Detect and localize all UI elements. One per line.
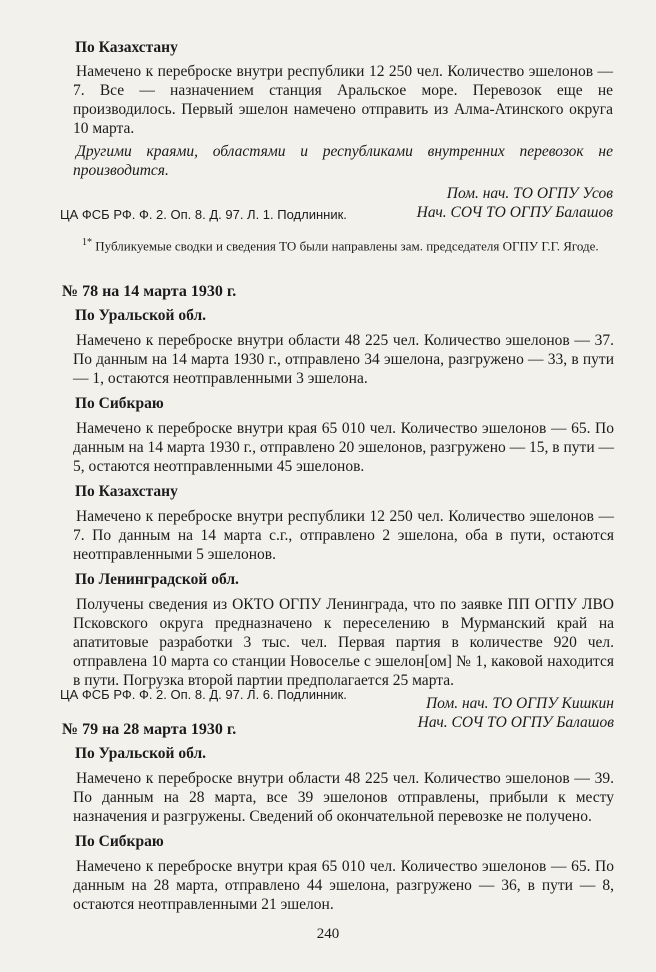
- section-heading: По Казахстану: [75, 483, 178, 500]
- footnote: [82, 235, 602, 254]
- signature-line: Пом. нач. ТО ОГПУ Кишкин: [425, 695, 614, 712]
- paragraph: Получены сведения из ОКТО ОГПУ Ленинграда, что по заявке ПП ОГПУ ЛВО Псковского округа предназначено к переселению в Мурманский край на апатитовые разработки 3 тыс. чел. Первая партия в количестве 920 чел. отправлена 10 марта со станции Новоселье с эшелон[ом] № 1, каковой находится в пути. Погрузка второй партии предполагается 25 марта.: [73, 596, 614, 689]
- document-title: № 79 на 28 марта 1930 г.: [62, 721, 237, 738]
- document-title: № 78 на 14 марта 1930 г.: [62, 283, 237, 300]
- footnote-mark: 1*: [82, 237, 92, 248]
- archive-reference: ЦА ФСБ РФ. Ф. 2. Оп. 8. Д. 97. Л. 1. Подлинник.: [60, 207, 347, 222]
- signature-line: Нач. СОЧ ТО ОГПУ Балашов: [416, 204, 613, 221]
- paragraph: Намечено к переброске внутри области 48 225 чел. Количество эшелонов — 37. По данным на 14 марта 1930 г., отправлено 34 эшелона, разгружено — 33, в пути — 1, остаются неотправленными 3 эшелона.: [73, 332, 614, 387]
- archive-reference: ЦА ФСБ РФ. Ф. 2. Оп. 8. Д. 97. Л. 6. Подлинник.: [60, 687, 347, 702]
- top-section: [73, 38, 613, 222]
- document-79: [62, 720, 614, 914]
- paragraph: Намечено к переброске внутри республики 12 250 чел. Количество эшелонов — 7. Все — назначением станция Аральское море. Перевозок еще не производилось. Первый эшелон намечено отправить из Алма-Атинского округа 10 марта.: [73, 63, 613, 137]
- section-heading: По Казахстану: [75, 39, 178, 56]
- paragraph: Намечено к переброске внутри края 65 010 чел. Количество эшелонов — 65. По данным на 14 марта 1930 г., отправлено 20 эшелонов, разгружено — 15, в пути — 5, остаются неотправленными 45 эшелонов.: [73, 420, 614, 475]
- paragraph: Намечено к переброске внутри края 65 010 чел. Количество эшелонов — 65. По данным на 28 марта, отправлено 44 эшелона, разгружено — 36, в пути — 8, остаются неотправленными 21 эшелон.: [73, 858, 614, 913]
- section-heading: По Сибкраю: [75, 833, 164, 850]
- paragraph: Намечено к переброске внутри области 48 225 чел. Количество эшелонов — 39. По данным на 28 марта, все 39 эшелонов отправлены, прибыли к месту назначения и разгружены. Сведений об окончательной перевозке не получено.: [73, 770, 614, 825]
- section-heading: По Уральской обл.: [75, 307, 207, 324]
- signature-line: Нач. СОЧ ТО ОГПУ Балашов: [417, 714, 614, 731]
- italic-paragraph: Другими краями, областями и республиками внутренних перевозок не производится.: [73, 143, 613, 179]
- page-number: 240: [316, 926, 340, 942]
- footnote-text: Публикуемые сводки и сведения ТО были направлены зам. председателя ОГПУ Г.Г. Ягоде.: [95, 238, 599, 254]
- section-heading: По Уральской обл.: [75, 745, 207, 762]
- signature-line: Пом. нач. ТО ОГПУ Усов: [446, 185, 613, 202]
- paragraph: Намечено к переброске внутри республики 12 250 чел. Количество эшелонов — 7. По данным на 14 марта с.г., отправлено 2 эшелона, оба в пути, остаются неотправленными 5 эшелонов.: [73, 508, 614, 563]
- section-heading: По Сибкраю: [75, 395, 164, 412]
- section-heading: По Ленинградской обл.: [75, 571, 239, 588]
- document-78: [62, 282, 614, 732]
